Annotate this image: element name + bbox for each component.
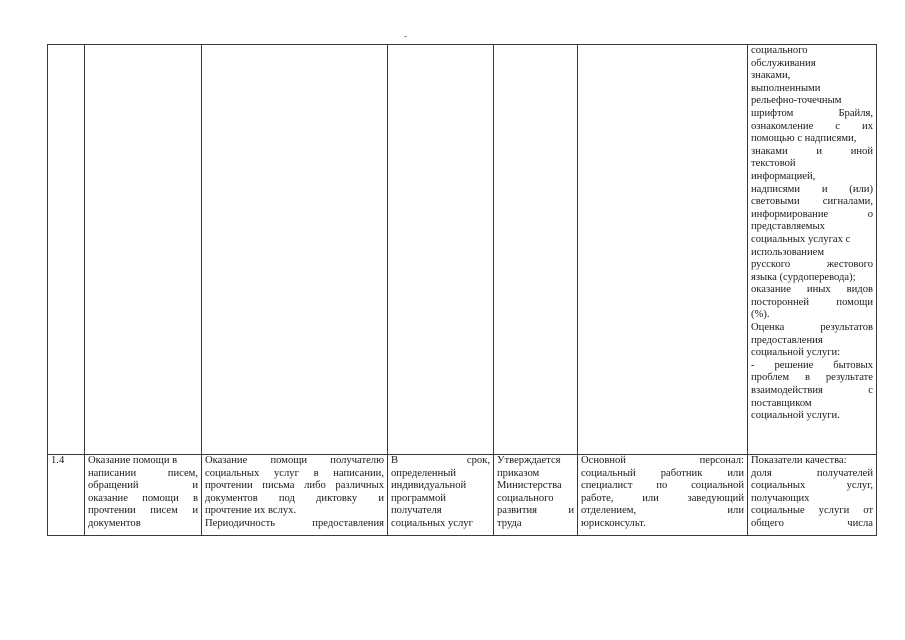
text-line: Периодичность предоставления [205, 517, 384, 529]
cell-quality [748, 455, 877, 536]
text-line: социальный работник или [581, 467, 744, 479]
text-line: доля получателей [751, 467, 873, 479]
quality-text [751, 455, 873, 531]
text-line: социальной услуги: [751, 347, 841, 359]
text-line: языка (сурдоперевода); [751, 271, 856, 283]
text-line: социальных услуг, [751, 480, 873, 492]
cell-term-empty [388, 45, 494, 455]
text-line: оказание помощи в [88, 492, 198, 504]
text-line: - решение бытовых [751, 359, 873, 371]
text-line: обращений и [88, 480, 198, 492]
cell-service-name-empty [85, 45, 202, 455]
service-name-text [88, 455, 198, 531]
cell-staff-empty [578, 45, 748, 455]
cell-num [48, 455, 85, 536]
text-line: помощью с надписями, [751, 133, 857, 145]
text-line: документов [88, 517, 141, 529]
cell-quality-continued [748, 45, 877, 455]
text-line: проблем в результате [751, 372, 873, 384]
table-row-1-4 [48, 455, 877, 536]
text-line: определенный [391, 467, 457, 479]
cell-staff [578, 455, 748, 536]
text-line: юрисконсульт. [581, 517, 646, 529]
cell-num-empty [48, 45, 85, 455]
text-line: специалист по социальной [581, 480, 744, 492]
cell-tariff-empty [494, 45, 578, 455]
text-line: Утверждается [497, 455, 561, 466]
text-line: текстовой [751, 158, 796, 170]
text-line: В срок, [391, 455, 490, 466]
text-line: общего числа [751, 517, 873, 529]
text-line: прочтении писем и [88, 505, 198, 517]
text-line: представляемых [751, 221, 825, 233]
text-line: прочтении письма либо различных [205, 480, 384, 492]
text-line: посторонней помощи [751, 296, 873, 308]
text-line: рельефно-точечным [751, 95, 842, 107]
text-line: написании писем, [88, 467, 198, 479]
text-line: ознакомление с их [751, 120, 873, 132]
text-line: социальных услугах с [751, 233, 851, 245]
text-line: информацией, [751, 170, 816, 182]
text-line: надписями и (или) [751, 183, 873, 195]
staff-text [581, 455, 744, 531]
text-line: Показатели качества: [751, 455, 847, 466]
text-line: шрифтом Брайля, [751, 107, 873, 119]
text-line: получающих [751, 492, 810, 504]
scan-speck [404, 36, 407, 37]
text-line: социальных услуг [391, 517, 473, 529]
cell-tariff [494, 455, 578, 536]
text-line: труда [497, 517, 522, 529]
text-line: русского жестового [751, 259, 873, 271]
text-line: Оценка результатов [751, 322, 873, 334]
text-line: программой [391, 492, 446, 504]
cell-description [202, 455, 388, 536]
text-line: (%). [751, 309, 770, 321]
text-line: получателя [391, 505, 442, 517]
text-line: знаками и иной [751, 145, 873, 157]
text-line: отделением, или [581, 505, 744, 517]
text-line: использованием [751, 246, 825, 258]
row-number: 1.4 [51, 455, 65, 466]
tariff-text [497, 455, 574, 531]
quality-continued-text [751, 45, 873, 423]
text-line: развития и [497, 505, 574, 517]
text-line: знаками, [751, 70, 791, 82]
text-line: социальных услуг в написании, [205, 467, 384, 479]
text-line: социальные услуги от [751, 505, 873, 517]
services-table [47, 44, 877, 536]
text-line: работе, или заведующий [581, 492, 744, 504]
cell-description-empty [202, 45, 388, 455]
cell-term [388, 455, 494, 536]
text-line: предоставления [751, 334, 823, 346]
text-line: Министерства [497, 480, 562, 492]
text-line: индивидуальной [391, 480, 467, 492]
text-line: приказом [497, 467, 540, 479]
text-line: взаимодействия с [751, 385, 873, 397]
text-line: обслуживания [751, 57, 816, 69]
description-text [205, 455, 384, 531]
text-line: социальной услуги. [751, 410, 840, 422]
text-line: оказание иных видов [751, 284, 873, 296]
text-line: документов под диктовку и [205, 492, 384, 504]
text-line: выполненными [751, 82, 821, 94]
text-line: социального [751, 45, 808, 56]
text-line: поставщиком [751, 397, 812, 409]
text-line: социального [497, 492, 554, 504]
text-line: Оказание помощи получателю [205, 455, 384, 466]
text-line: Основной персонал: [581, 455, 744, 466]
table-row-continuation [48, 45, 877, 455]
text-line: прочтение их вслух. [205, 505, 297, 517]
text-line: информирование о [751, 208, 873, 220]
term-text [391, 455, 490, 531]
cell-service-name [85, 455, 202, 536]
text-line: Оказание помощи в [88, 455, 178, 466]
text-line: световыми сигналами, [751, 196, 873, 208]
